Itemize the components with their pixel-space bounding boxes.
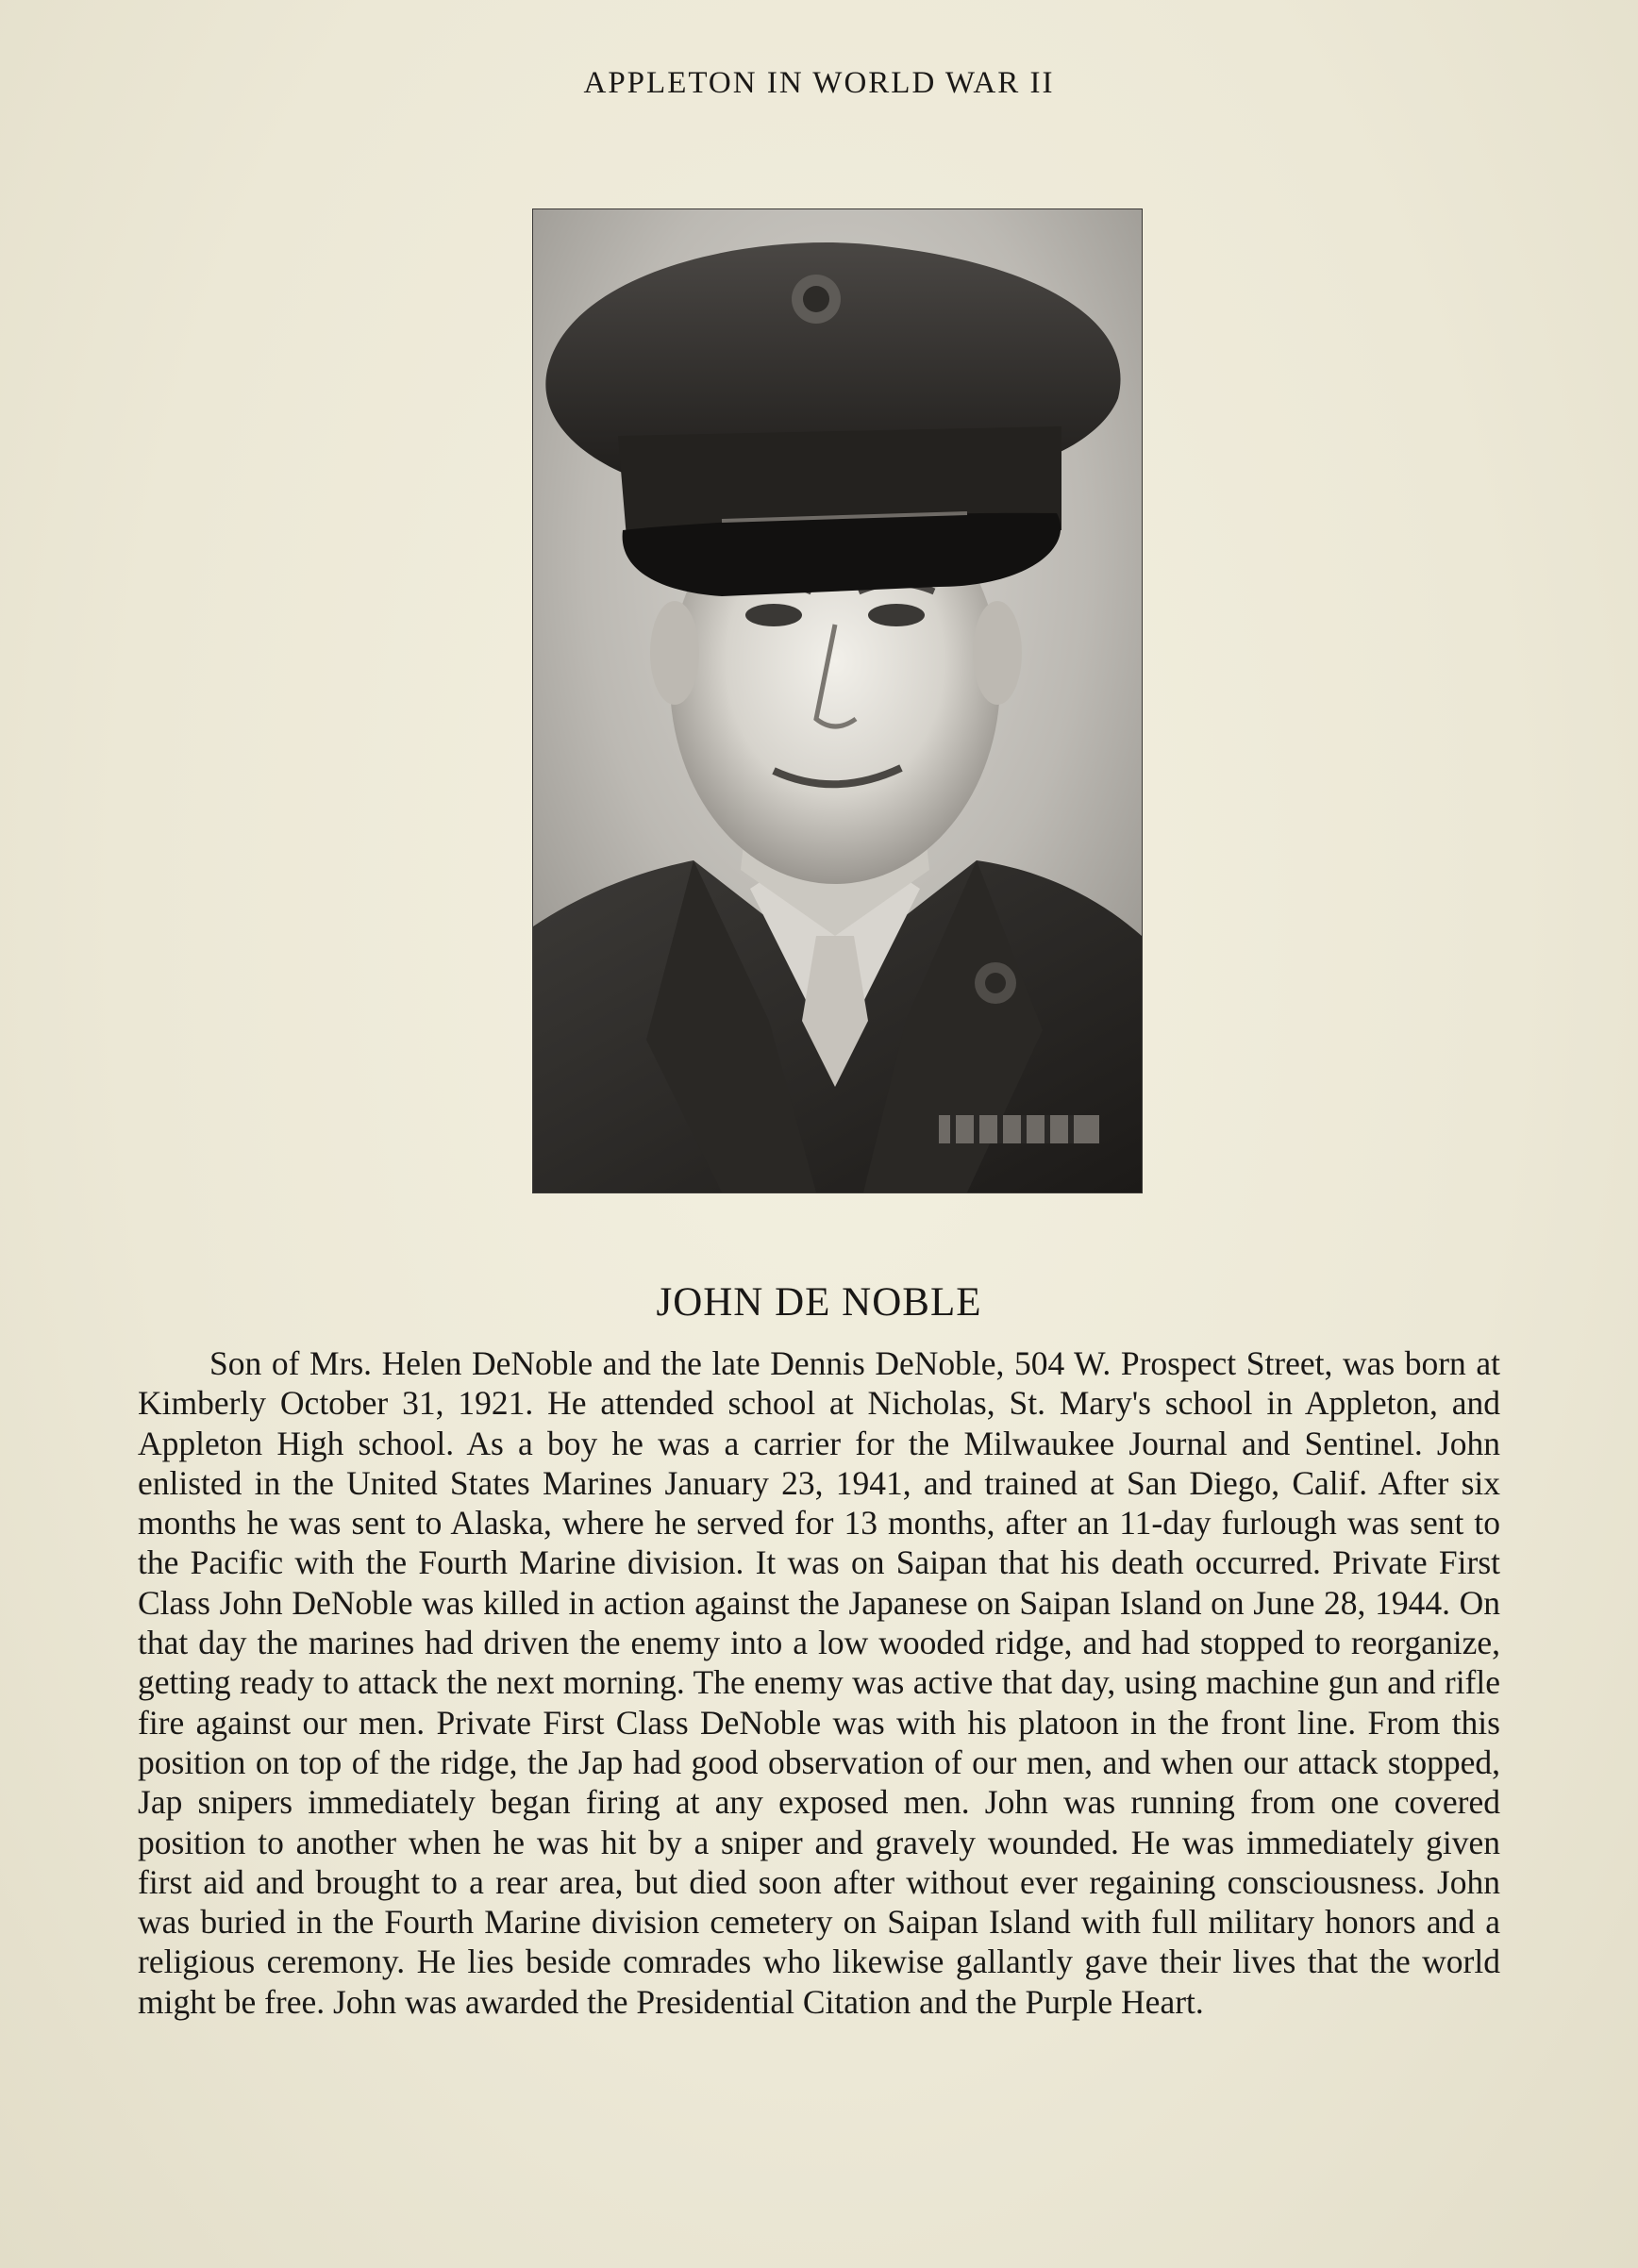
portrait-photo [533, 209, 1142, 1192]
biography-paragraph: Son of Mrs. Helen DeNoble and the late Dennis DeNoble, 504 W. Prospect Street, was born at Kimberly October 31, 1921. He attended school at Nicholas, St. Mary's school in Appleton, and Appleton High school. As a boy he was a carrier for the Milwaukee Journal and Sentinel. John enlisted in the United States Marines January 23, 1941, and trained at San Diego, Calif. After six months he was sent to Alaska, where he served for 13 months, after an 11-day furlough was sent to the Pacific with the Fourth Marine division. It was on Saipan that his death occurred. Private First Class John DeNoble was killed in action against the Japanese on Saipan Island on June 28, 1944. On that day the marines had driven the enemy into a low wooded ridge, and had stopped to reorganize, getting ready to attack the next morning. The enemy was active that day, using machine gun and rifle fire against our men. Private First Class DeNoble was with his platoon in the front line. From this position on top of the ridge, the Jap had good observation of our men, and when our attack stopped, Jap snipers immediately began firing at any exposed men. John was running from one covered position to another when he was hit by a sniper and gravely wounded. He was immediately given first aid and brought to a rear area, but died soon after without ever regaining consciousness. John was buried in the Fourth Marine division cemetery on Saipan Island with full military honors and a religious ceremony. He lies beside comrades who likewise gallantly gave their lives that the world might be free. John was awarded the Presidential Citation and the Purple Heart. [138, 1344, 1500, 2021]
running-head: APPLETON IN WORLD WAR II [583, 66, 1055, 100]
entry-name: JOHN DE NOBLE [656, 1280, 982, 1325]
